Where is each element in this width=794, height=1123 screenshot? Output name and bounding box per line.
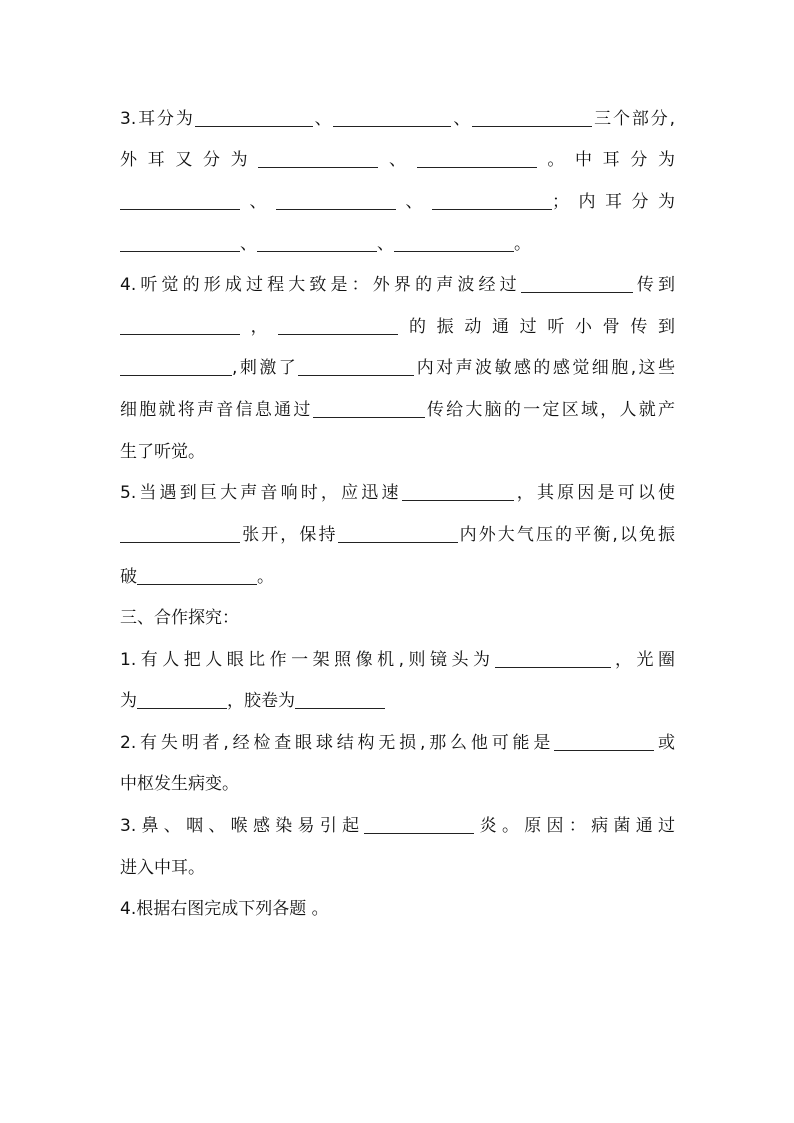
- q4-line-3: ,刺激了 内对声波敏感的感觉细胞,这些: [120, 356, 675, 380]
- e3-line-1: 3.鼻、咽、喉感染易引起 炎。原因：病菌通过: [120, 816, 675, 836]
- blank[interactable]: [521, 274, 633, 293]
- blank[interactable]: [432, 191, 552, 210]
- blank[interactable]: [276, 191, 396, 210]
- e1-line-2: 为 ，胶卷为: [120, 689, 675, 713]
- e2-line-2: 中枢发生病变。: [120, 774, 239, 794]
- blank[interactable]: [120, 191, 240, 210]
- e4-line: 4.根据右图完成下列各题 。: [120, 899, 329, 919]
- blank[interactable]: [258, 149, 378, 168]
- blank[interactable]: [472, 108, 592, 127]
- blank[interactable]: [137, 566, 257, 585]
- blank[interactable]: [120, 357, 232, 376]
- blank[interactable]: [364, 815, 474, 834]
- blank[interactable]: [295, 690, 385, 709]
- blank[interactable]: [298, 357, 414, 376]
- q5-line-3: 破 。: [120, 567, 274, 587]
- q3-line-4: 、 、 。: [120, 232, 675, 256]
- q4-line-2: ， 的振动通过听小骨传到: [120, 315, 675, 339]
- q4-line-1: 4.听觉的形成过程大致是：外界的声波经过 传到: [120, 275, 675, 295]
- q4-line-4: 细胞就将声音信息通过 传给大脑的一定区域，人就产: [120, 400, 676, 420]
- q4-line-5: 生了听觉。: [120, 442, 205, 462]
- blank[interactable]: [120, 233, 240, 252]
- blank[interactable]: [195, 108, 313, 127]
- blank[interactable]: [554, 732, 654, 751]
- blank[interactable]: [257, 233, 377, 252]
- blank[interactable]: [120, 316, 240, 335]
- blank[interactable]: [333, 108, 451, 127]
- blank[interactable]: [394, 233, 514, 252]
- blank[interactable]: [278, 316, 398, 335]
- section-title: 三、合作探究：: [120, 608, 239, 628]
- blank[interactable]: [137, 690, 227, 709]
- blank[interactable]: [338, 524, 458, 543]
- q3-line-3: 、 、 ；内耳分为: [120, 190, 675, 214]
- blank[interactable]: [120, 524, 240, 543]
- q3-line-2: 外耳又分为 、 。中耳分为: [120, 150, 676, 170]
- blank[interactable]: [402, 482, 514, 501]
- blank[interactable]: [313, 399, 425, 418]
- q5-line-1: 5.当遇到巨大声音响时，应迅速 ，其原因是可以使: [120, 483, 675, 503]
- e2-line-1: 2.有失明者,经检查眼球结构无损,那么他可能是 或: [120, 733, 675, 753]
- q3-line-1: 3.耳分为 、 、 三个部分,: [120, 109, 675, 129]
- q5-line-2: 张开，保持 内外大气压的平衡,以免振: [120, 523, 675, 547]
- e3-line-2: 进入中耳。: [120, 858, 205, 878]
- blank[interactable]: [417, 149, 537, 168]
- blank[interactable]: [495, 649, 611, 668]
- e1-line-1: 1.有人把人眼比作一架照像机,则镜头为 ，光圈: [120, 650, 675, 670]
